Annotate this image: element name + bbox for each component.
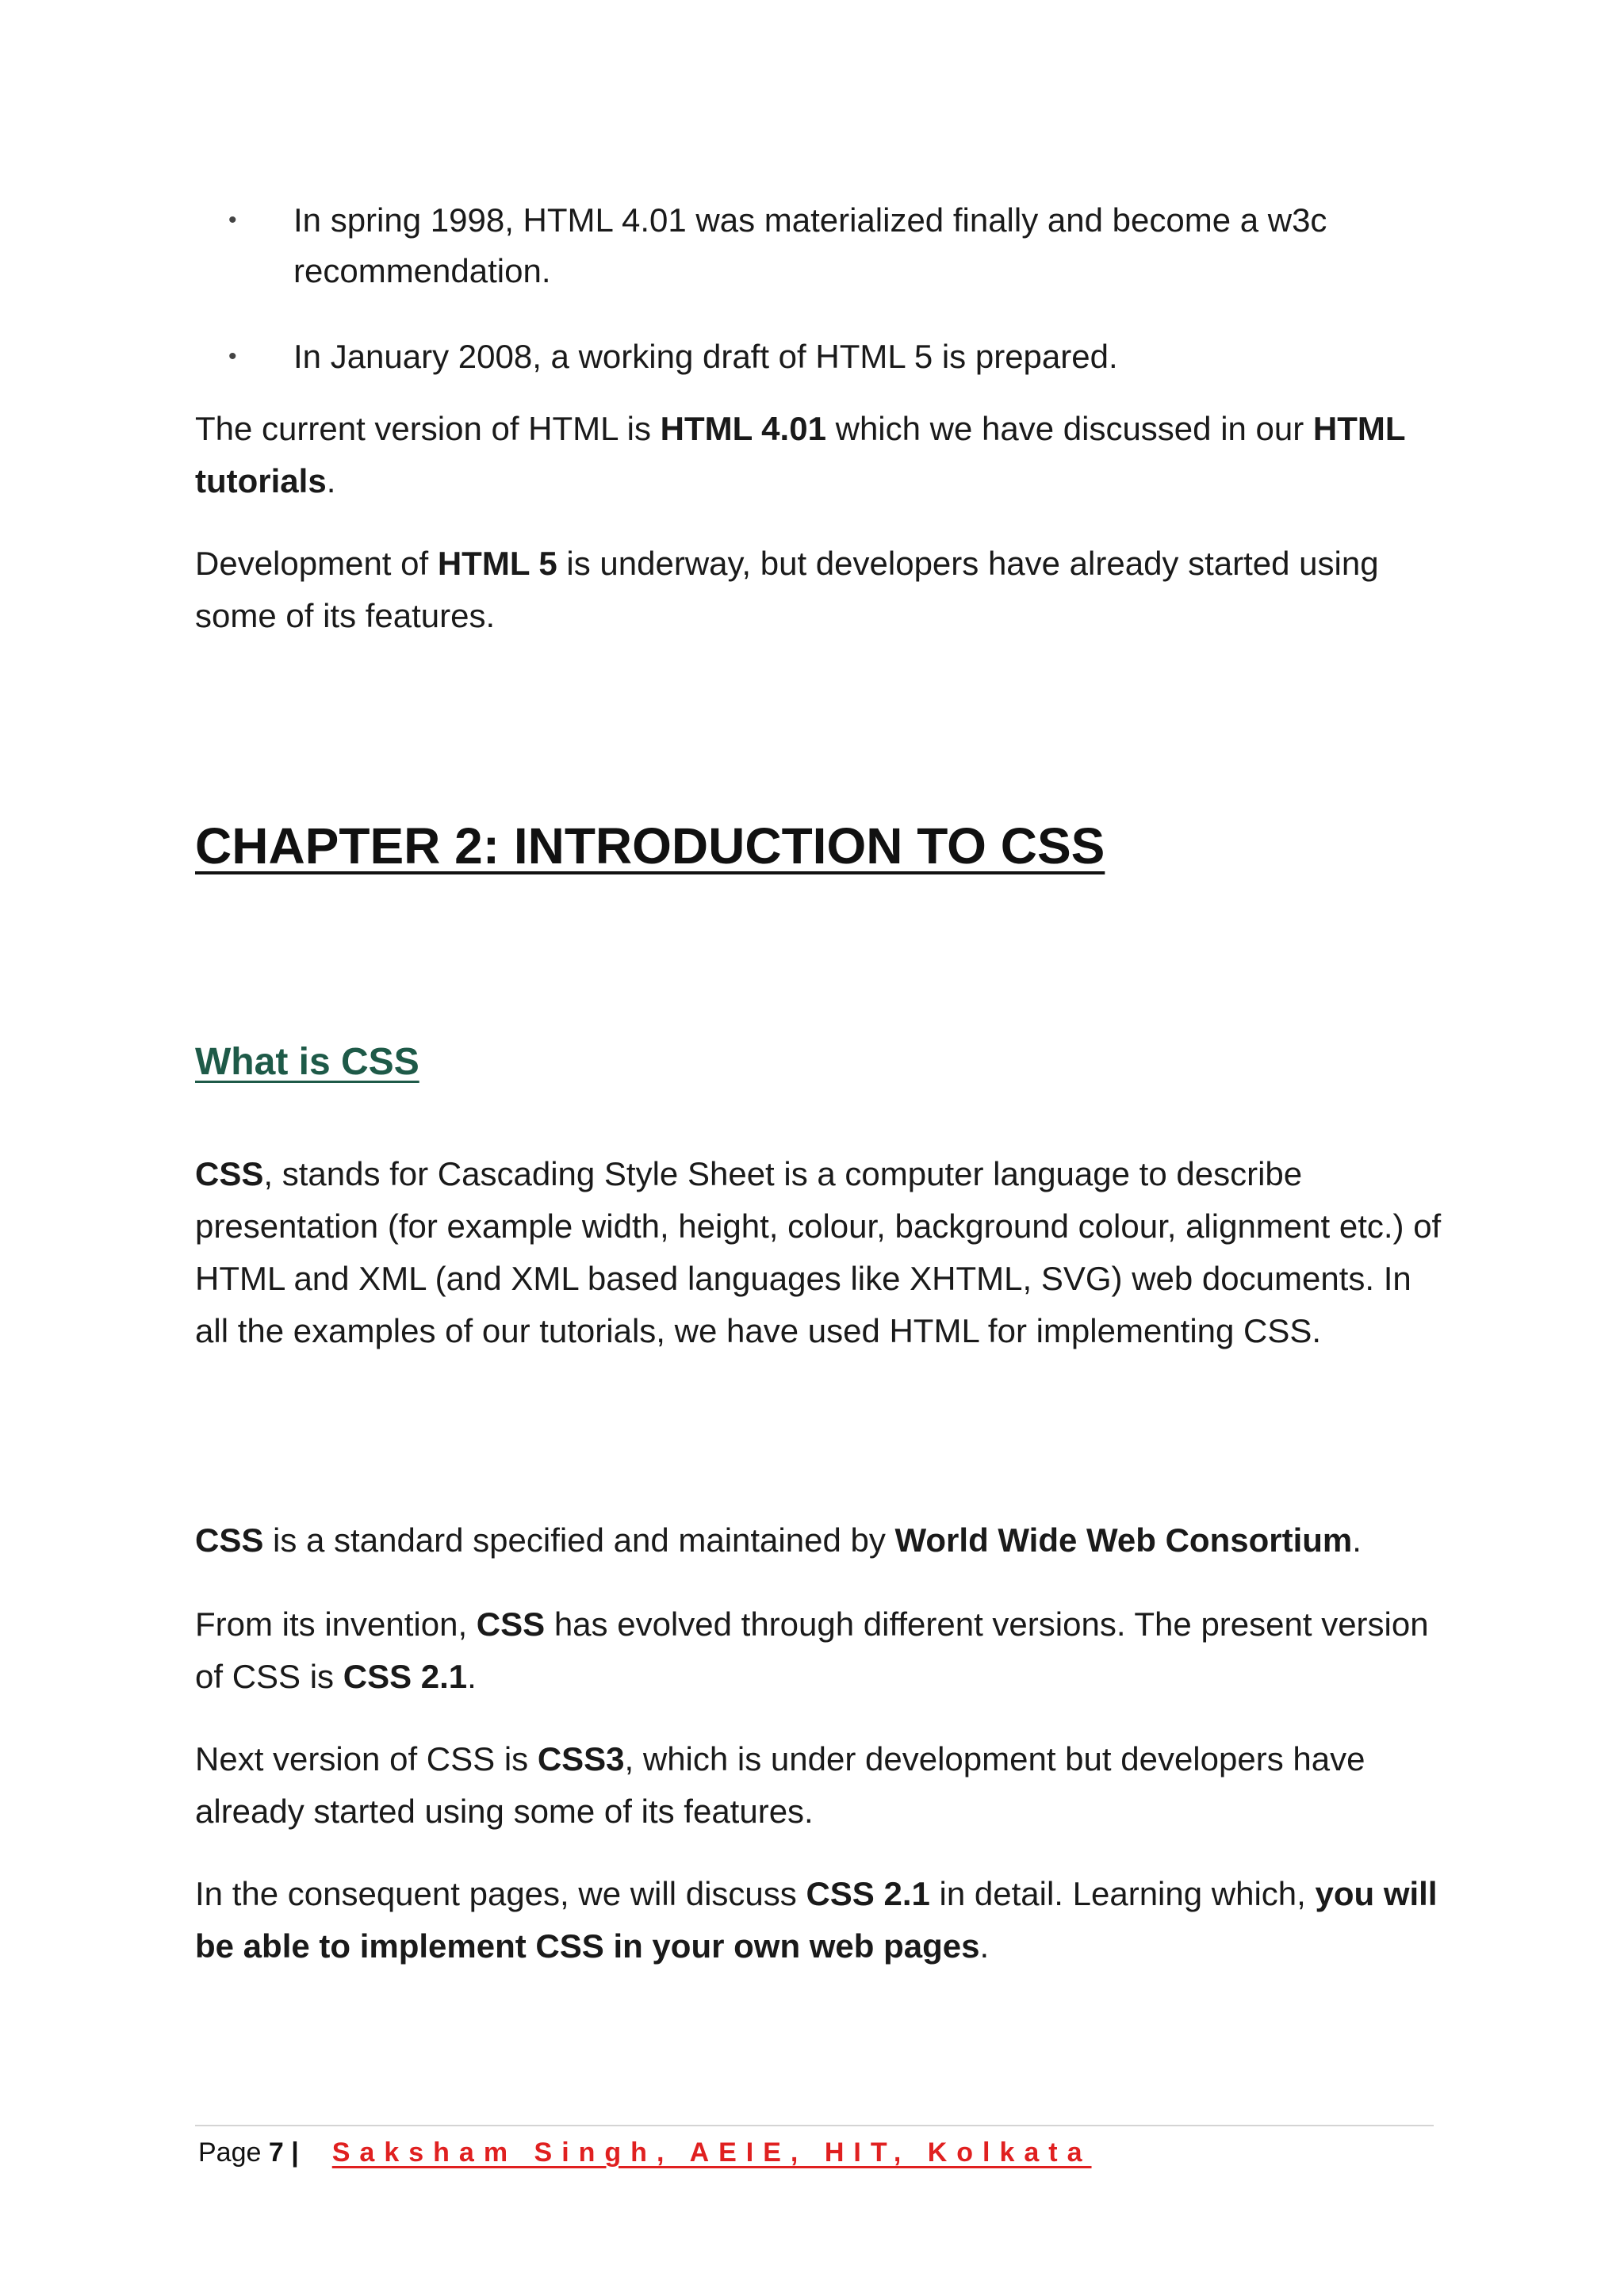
bullet-icon: • (228, 207, 237, 233)
bullet-icon: • (228, 343, 237, 369)
paragraph-current-version: The current version of HTML is HTML 4.01 which we have discussed in our HTML tutorials. (195, 410, 1405, 499)
paragraph-css3: Next version of CSS is CSS3, which is under development but developers have already started using some of its features. (195, 1740, 1365, 1830)
bullet-text: In spring 1998, HTML 4.01 was materialized finally and become a w3c recommendation. (293, 201, 1327, 289)
page-number: 7 (268, 2137, 284, 2168)
paragraph-next-pages: In the consequent pages, we will discuss CSS 2.1 in detail. Learning which, you will be able to implement CSS in your own web pages. (195, 1875, 1438, 1965)
bullet-item (228, 331, 1427, 382)
page-footer (198, 2133, 1092, 2172)
footer-author: Saksham Singh, AEIE, HIT, Kolkata (331, 2137, 1092, 2168)
section-heading: What is CSS (195, 1041, 419, 1083)
paragraph-css-versions: From its invention, CSS has evolved through different versions. The present version of CSS is CSS 2.1. (195, 1605, 1429, 1695)
footer-separator: | (283, 2137, 299, 2168)
chapter-title: CHAPTER 2: INTRODUCTION TO CSS (195, 817, 1105, 874)
page-label: Page (198, 2137, 269, 2168)
bullet-text: In January 2008, a working draft of HTML 5 is prepared. (293, 338, 1118, 375)
footer-divider (195, 2125, 1434, 2126)
paragraph-html5-development: Development of HTML 5 is underway, but developers have already started using some of its features. (195, 545, 1379, 634)
paragraph-css-standard: CSS is a standard specified and maintained by World Wide Web Consortium. (195, 1521, 1362, 1559)
paragraph-css-definition: CSS, stands for Cascading Style Sheet is a computer language to describe presentation (for example width, height, colour, background colour, alignment etc.) of HTML and XML (and XML based languages like XHTML, SVG) web documents. In all the examples of our tutorials, we have used HTML for implementing CSS. (195, 1155, 1442, 1349)
bullet-item (228, 195, 1427, 297)
